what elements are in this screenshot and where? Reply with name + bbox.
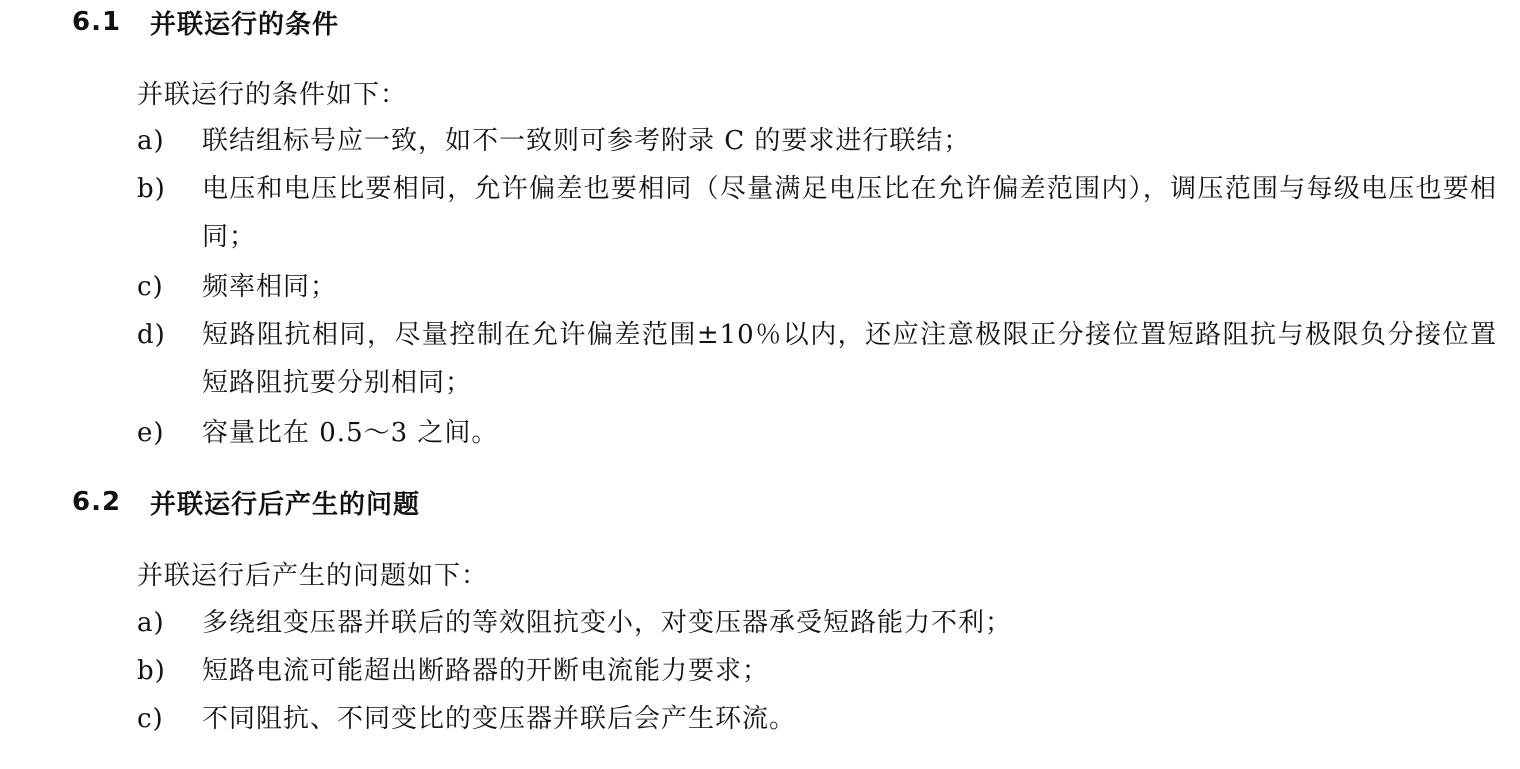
list-item-text: 短路电流可能超出断路器的开断电流能力要求； — [202, 656, 770, 686]
list-item-label: a) — [137, 608, 165, 638]
section-number: 6.1 — [72, 7, 122, 37]
list-item-text: 频率相同； — [202, 272, 338, 302]
section-title: 并联运行的条件 — [150, 9, 340, 40]
section-heading-6-2 — [72, 484, 420, 520]
list-item — [137, 409, 1497, 457]
list-item — [137, 695, 1497, 743]
list-item-label: b) — [137, 174, 166, 204]
list-item — [137, 647, 1497, 695]
list-item-text: 电压和电压比要相同，允许偏差也要相同（尽量满足电压比在允许偏差范围内），调压范围与每级电压也要相同； — [202, 174, 1497, 252]
list-item-text: 联结组标号应一致，如不一致则可参考附录 C 的要求进行联结； — [202, 126, 971, 156]
list-item-label: e) — [137, 418, 165, 448]
list-item-text: 短路阻抗相同，尽量控制在允许偏差范围±10％以内，还应注意极限正分接位置短路阻抗与极限负分接位置短路阻抗要分别相同； — [202, 320, 1497, 398]
list-item — [137, 165, 1497, 261]
list-item-label: d) — [137, 320, 166, 350]
section-intro: 并联运行后产生的问题如下： — [137, 561, 489, 591]
list-item-label: a) — [137, 126, 165, 156]
section-intro: 并联运行的条件如下： — [137, 80, 408, 110]
list-item — [137, 599, 1497, 647]
list-item — [137, 263, 1497, 311]
list-item-label: c) — [137, 704, 164, 734]
section-title: 并联运行后产生的问题 — [150, 489, 421, 520]
list-item-text: 容量比在 0.5～3 之间。 — [202, 418, 499, 448]
list-item-text: 不同阻抗、不同变比的变压器并联后会产生环流。 — [202, 704, 797, 734]
list-item — [137, 311, 1497, 407]
list-item-label: c) — [137, 272, 164, 302]
section-heading-6-1 — [72, 4, 339, 40]
list-item — [137, 117, 1497, 165]
section-number: 6.2 — [72, 487, 122, 517]
list-item-label: b) — [137, 656, 166, 686]
list-item-text: 多绕组变压器并联后的等效阻抗变小，对变压器承受短路能力不利； — [202, 608, 1013, 638]
